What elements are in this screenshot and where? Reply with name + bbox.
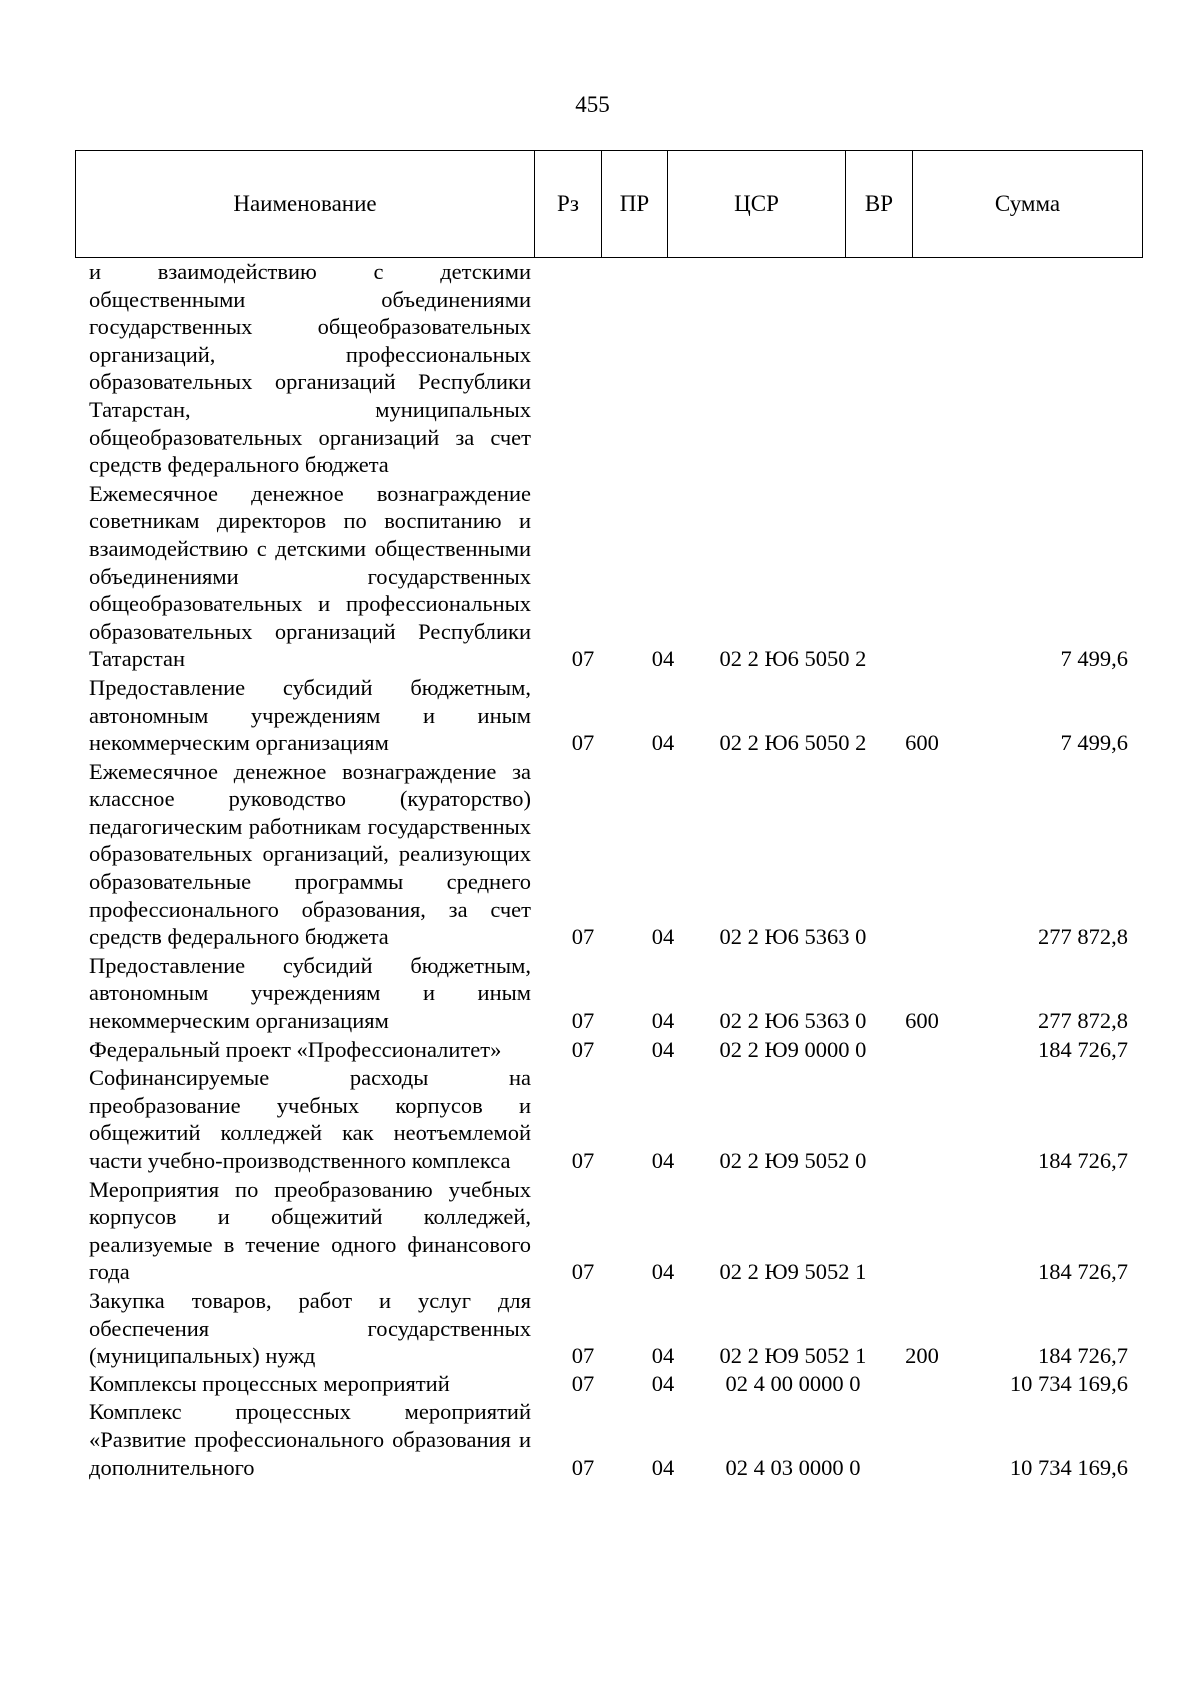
row-pr: 04 xyxy=(651,646,675,672)
row-rz: 07 xyxy=(571,1343,595,1369)
table-row xyxy=(75,1064,1142,1174)
page-number: 455 xyxy=(575,92,610,117)
row-sum: 7 499,6 xyxy=(1060,646,1128,672)
row-csr: 02 4 03 0000 0 xyxy=(725,1454,861,1480)
row-sum: 277 872,8 xyxy=(1038,1008,1128,1034)
row-sum: 10 734 169,6 xyxy=(1009,1370,1128,1396)
row-pr: 04 xyxy=(651,1454,675,1480)
column-header-rz: Рз xyxy=(535,151,602,258)
row-vr: 600 xyxy=(905,1008,939,1034)
row-pr: 04 xyxy=(651,924,675,950)
row-name: Комплекс процессных мероприятий «Развитие профессионального образования и дополнительного xyxy=(89,1399,531,1480)
row-name: Мероприятия по преобразованию учебных корпусов и общежитий колледжей, реализуемые в течение одного финансового года xyxy=(89,1176,531,1285)
row-csr: 02 2 Ю9 0000 0 xyxy=(719,1036,867,1062)
column-header-csr: ЦСР xyxy=(668,151,846,258)
table-row xyxy=(75,1176,1142,1286)
row-pr: 04 xyxy=(651,1008,675,1034)
row-rz: 07 xyxy=(571,646,595,672)
row-sum: 277 872,8 xyxy=(1038,924,1128,950)
row-name: Предоставление субсидий бюджетным, автономным учреждениям и иным некоммерческим организациям xyxy=(89,674,531,756)
row-name: Софинансируемые расходы на преобразование учебных корпусов и общежитий колледжей как неотъемлемой части учебно-производственного комплекса xyxy=(89,1065,531,1173)
table-row xyxy=(75,1036,1142,1064)
table-header xyxy=(75,150,1143,258)
row-sum: 10 734 169,6 xyxy=(1009,1454,1128,1480)
table-row xyxy=(75,1398,1142,1481)
row-pr: 04 xyxy=(651,1343,675,1369)
row-rz: 07 xyxy=(571,1259,595,1285)
row-name: Закупка товаров, работ и услуг для обеспечения государственных (муниципальных) нужд xyxy=(89,1287,531,1369)
row-rz: 07 xyxy=(571,1370,595,1396)
row-sum: 184 726,7 xyxy=(1038,1259,1128,1285)
row-csr: 02 2 Ю9 5052 1 xyxy=(719,1259,867,1285)
row-name: Ежемесячное денежное вознаграждение советникам директоров по воспитанию и взаимодействию с детскими общественными объединениями государственных общеобразовательных и профессиональных образовательных организаций Республики Татарстан xyxy=(89,480,531,672)
table-row xyxy=(75,480,1142,673)
column-header-vr: ВР xyxy=(846,151,913,258)
row-rz: 07 xyxy=(571,730,595,756)
row-rz: 07 xyxy=(571,924,595,950)
table-body xyxy=(75,258,1142,1481)
row-csr: 02 2 Ю6 5363 0 xyxy=(719,924,867,950)
row-csr: 02 2 Ю9 5052 0 xyxy=(719,1148,867,1173)
row-name: и взаимодействию с детскими общественными объединениями государственных общеобразовательных организаций, профессиональных образовательных организаций Республики Татарстан, муниципальных общеобразовательных организаций за счет средств федерального бюджета xyxy=(89,259,531,478)
row-sum: 184 726,7 xyxy=(1038,1036,1128,1062)
row-sum: 7 499,6 xyxy=(1060,730,1128,756)
row-name: Ежемесячное денежное вознаграждение за классное руководство (кураторство) педагогическим работникам государственных образовательных организаций, реализующих образовательные программы среднего профессионального образования, за счет средств федерального бюджета xyxy=(89,758,531,950)
row-pr: 04 xyxy=(651,1259,675,1285)
row-sum: 184 726,7 xyxy=(1038,1148,1128,1173)
row-pr: 04 xyxy=(651,730,675,756)
table-row xyxy=(75,952,1142,1035)
row-rz: 07 xyxy=(571,1036,595,1062)
row-csr: 02 4 00 0000 0 xyxy=(725,1370,861,1396)
row-csr: 02 2 Ю9 5052 1 xyxy=(719,1343,867,1369)
row-pr: 04 xyxy=(651,1148,675,1173)
row-name: Комплексы процессных мероприятий xyxy=(89,1370,450,1396)
row-pr: 04 xyxy=(651,1370,675,1396)
column-header-sum: Сумма xyxy=(913,151,1143,258)
column-header-pr: ПР xyxy=(602,151,668,258)
row-pr: 04 xyxy=(651,1036,675,1062)
table-row xyxy=(75,758,1142,951)
row-rz: 07 xyxy=(571,1454,595,1480)
row-csr: 02 2 Ю6 5363 0 xyxy=(719,1008,867,1034)
table-row xyxy=(75,1287,1142,1370)
row-name: Федеральный проект «Профессионалитет» xyxy=(89,1036,502,1062)
row-rz: 07 xyxy=(571,1148,595,1173)
column-header-name: Наименование xyxy=(76,151,535,258)
row-rz: 07 xyxy=(571,1008,595,1034)
row-sum: 184 726,7 xyxy=(1038,1343,1128,1369)
row-name: Предоставление субсидий бюджетным, автономным учреждениям и иным некоммерческим организациям xyxy=(89,952,531,1034)
table-row xyxy=(75,258,1142,479)
row-vr: 600 xyxy=(905,730,939,756)
table-row xyxy=(75,1370,1142,1398)
row-vr: 200 xyxy=(905,1343,939,1369)
table-row xyxy=(75,674,1142,757)
row-csr: 02 2 Ю6 5050 2 xyxy=(719,730,867,756)
row-csr: 02 2 Ю6 5050 2 xyxy=(719,646,867,672)
